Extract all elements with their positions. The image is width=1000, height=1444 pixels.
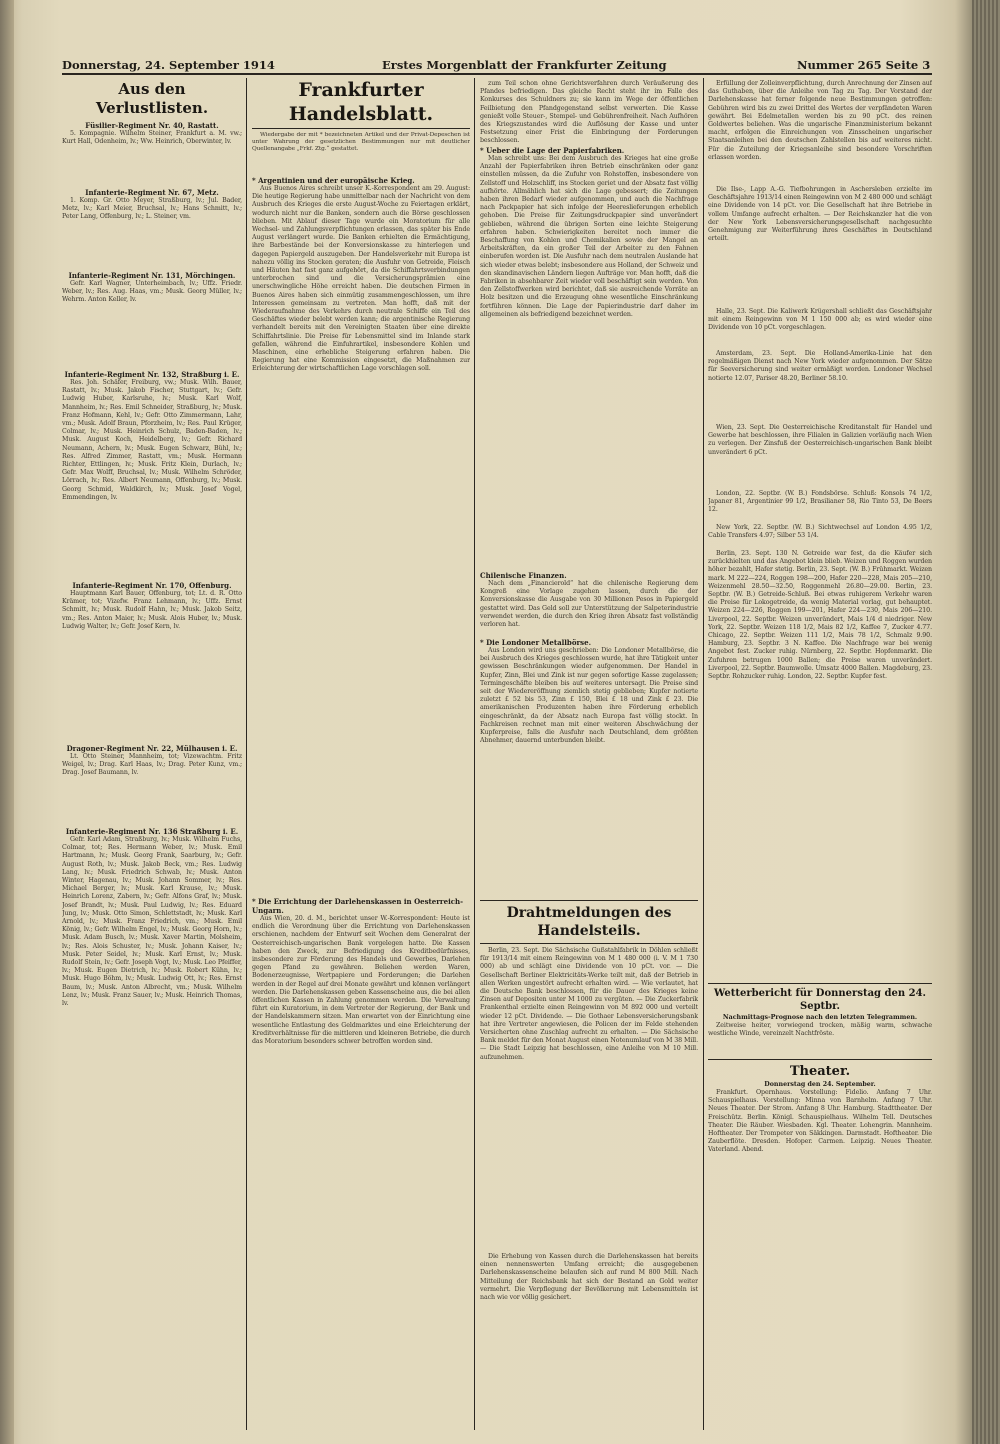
reprint-note: Wiedergabe der mit * bezeichneten Artikel und der Privat-Depeschen ist unter Wahrung der gesetzlichen Bestimmungen nur mit deutlicher Quellenangabe „Frkf. Ztg.“ gestattet.	[252, 132, 470, 153]
box-rule-top	[480, 900, 698, 901]
article-text: Wien, 23. Sept. Die Oesterreichische Kreditanstalt für Handel und Gewerbe hat beschlossen, ihre Filialen in Galizien vorläufig nach Wien zu verlegen. Der Zinsfuß der Oesterreichisch-ungarischen Bank bleibt unverändert 6 pCt.	[708, 424, 932, 456]
page-edge-stack	[972, 0, 1000, 1444]
article-text: Die Erhebung von Kassen durch die Darlehenskassen hat bereits einen nennenswerten Umfang erreicht; die ausgegebenen Darlehenskassenscheine belaufen sich auf rund M 800 Mill. Nach Mitteilung der Reichsbank hat sich der Bestand an Gold weiter vermehrt. Die Verpflegung der Bevölkerung mit Lebensmitteln ist nach wie vor völlig gesichert.	[480, 1253, 698, 1302]
article-text: Erfüllung der Zolleinverpflichtung, durch Anrechnung der Zinsen auf das Guthaben, über die Anleihe von Tag zu Tag. Der Vorstand der Darlehenskasse hat ferner folgende neue Bestimmungen getroffen: Gebühren wird bis zu zwei Drittel des Wertes der verpfändeten Waren gewährt. Bei Edelmetallen werden bis zu 90 pCt. des reinen Goldwertes beliehen. Was die ungarische Finanzministerium bekannt macht, erfolgen die Einreichungen von Zinsscheinen ungarischer Staatsanleihen bei den deutschen Zahlstellen bis auf weiteres nicht. Für die Zuteilung der Kriegsanleihe sind besondere Vorschriften erlassen worden.	[708, 80, 932, 161]
article-text: Aus Buenos Aires schreibt unser K.-Korrespondent am 29. August: Die heutige Regierung habe unmittelbar nach der Nachricht von dem Ausbruch des Krieges die erste August-Woche zu Feiertagen erklärt, wodurch nicht nur die Banken, sondern auch die Börse geschlossen blieben. Mit Ablauf dieser Tage wurde ein Moratorium für alle Wechsel- und Zahlungsverpflichtungen erlassen, das später bis Ende August verlängert wurde. Die Banken erhielten die Ermächtigung, ihre Barbestände bei der Konversionskasse zu hinterlegen und dagegen Papiergeld auszugeben. Der Handelsverkehr mit Europa ist nahezu völlig ins Stocken geraten; die Ausfuhr von Getreide, Fleisch und Häuten hat fast ganz aufgehört, da die Schiffahrtsverbindungen unterbrochen sind und die Versicherungsprämien eine unerschwingliche Höhe erreicht haben. Die deutschen Firmen in Buenos Aires haben sich einmütig zusammengeschlossen, um ihre Interessen gemeinsam zu vertreten. Man hofft, daß mit der Wiederaufnahme des Verkehrs durch neutrale Schiffe ein Teil des Geschäftes wieder belebt werden kann; die argentinische Regierung verhandelt bereits mit den Vereinigten Staaten über eine direkte Schiffahrtslinie. Die Preise für Lebensmittel sind im Inlande stark gefallen, während die Einfuhrartikel, insbesondere Kohlen und Maschinen, eine erhebliche Steigerung erfahren haben. Die Regierung hat eine Kommission eingesetzt, die Maßnahmen zur Erleichterung der wirtschaftlichen Lage vorschlagen soll.	[252, 185, 470, 373]
masthead-issue: Nummer 265 Seite 3	[797, 58, 931, 72]
regiment-heading: Infanterie-Regiment Nr. 170, Offenburg.	[72, 581, 232, 590]
article-text: Berlin, 23. Sept. Die Sächsische Gußstahlfabrik in Döhlen schließt für 1913/14 mit einem Reingewinn von M 1 480 000 (i. V. M 1 730 000) ab und schlägt eine Dividende von 10 pCt. vor. — Die Gesellschaft Berliner Elektricitäts-Werke teilt mit, daß der Betrieb in allen Werken ungestört aufrecht erhalten wird. — Wie verlautet, hat die Deutsche Bank beschlossen, für die Dauer des Krieges keine Zinsen auf Depositen unter M 1000 zu vergüten. — Die Zuckerfabrik Frankenthal erzielte einen Reingewinn von M 892 000 und verteilt wieder 12 pCt. Dividende. — Die Gothaer Lebensversicherungsbank hat ihre Vertreter angewiesen, die Policen der im Felde stehenden Versicherten ohne Zuschlag aufrecht zu erhalten. — Die Sächsische Bank meldet für den Monat August einen Notenumlauf von M 38 Mill. — Die Stadt Leipzig hat beschlossen, eine Anleihe von M 10 Mill. aufzunehmen.	[480, 947, 698, 1061]
article-text: Res. Joh. Schäfer, Freiburg, vw.; Musk. Wilh. Bauer, Rastatt, lv.; Musk. Jakob Fischer, Stuttgart, lv.; Gefr. Ludwig Huber, Karlsruhe, lv.; Musk. Karl Wolf, Mannheim, lv.; Res. Emil Schneider, Straßburg, lv.; Musk. Franz Hofmann, Kehl, lv.; Gefr. Otto Zimmermann, Lahr, vm.; Musk. Adolf Braun, Pforzheim, lv.; Res. Paul Krüger, Colmar, lv.; Musk. Heinrich Schulz, Baden-Baden, lv.; Musk. August Koch, Heidelberg, lv.; Gefr. Richard Neumann, Achern, lv.; Musk. Eugen Schwarz, Bühl, lv.; Res. Alfred Zimmer, Rastatt, vm.; Musk. Hermann Richter, Ettlingen, lv.; Musk. Fritz Klein, Durlach, lv.; Gefr. Max Wolff, Bruchsal, lv.; Musk. Wilhelm Schröder, Lörrach, lv.; Res. Albert Neumann, Offenburg, lv.; Musk. Georg Schmid, Waldkirch, lv.; Musk. Josef Vogel, Emmendingen, lv.	[62, 379, 242, 501]
theater-rule	[708, 1059, 932, 1060]
weather-subheading: Nachmittags-Prognose nach den letzten Telegrammen.	[722, 1014, 918, 1021]
theater-heading: Theater.	[789, 1064, 851, 1079]
article-text: Halle, 23. Sept. Die Kaliwerk Krügershall schließt das Geschäftsjahr mit einem Reingewinn von M 1 150 000 ab; es wird wieder eine Dividende von 10 pCt. vorgeschlagen.	[708, 308, 932, 332]
regiment-heading: Infanterie-Regiment Nr. 132, Straßburg i. E.	[64, 370, 240, 379]
weather-rule	[708, 983, 932, 984]
masthead	[62, 58, 960, 72]
market-reports-text: Berlin, 23. Sept. 130 N. Getreide war fest, da die Käufer sich zurückhielten und das Angebot klein blieb. Weizen und Roggen wurden höher bezahlt, Hafer stetig. Berlin, 23. Sept. (W. B.) Frühmarkt. Weizen mark. M 222—224, Roggen 198—200, Hafer 220—228, Mais 205—210, Weizenmehl 28.50—32.50, Roggenmehl 26.80—29.00. Berlin, 23. Septbr. (W. B.) Getreide-Schluß. Bei etwas ruhigerem Verkehr waren die Preise für Lokogetreide, da wenig Material vorlag, gut behauptet. Weizen 224—226, Roggen 199—201, Hafer 224—230, Mais 206—210. Liverpool, 22. Septbr. Weizen unverändert, Mais 1/4 d niedriger. New York, 22. Septbr. Weizen 118 1/2, Mais 82 1/2, Kaffee 7, Zucker 4.77. Chicago, 22. Septbr. Weizen 111 1/2, Mais 78 1/2, Schmalz 9.90. Hamburg, 23. Septbr. 3 N. Kaffee. Die Nachfrage war bei wenig Angebot fest. Zucker ruhig. Nürnberg, 22. Septbr. Hopfenmarkt. Die Zufuhren betrugen 1000 Ballen; die Preise waren unverändert. Liverpool, 22. Septbr. Baumwolle. Umsatz 4000 Ballen. Magdeburg, 23. Septbr. Rohzucker ruhig. London, 22. Septbr. Kupfer fest.	[708, 550, 932, 681]
header-rule	[62, 73, 932, 75]
regiment-heading: Füsilier-Regiment Nr. 40, Rastatt.	[85, 121, 219, 130]
article-text: Gefr. Karl Wagner, Unterheimbach, lv.; Uffz. Friedr. Weber, lv.; Res. Aug. Haas, vm.; Musk. Georg Müller, lv.; Wehrm. Anton Keller, lv.	[62, 280, 242, 304]
article-text: 5. Kompagnie. Wilhelm Steiner, Frankfurt a. M. vw.; Kurt Hall, Odenheim, lv.; Ww. Heinrich, Oberwinter, lv.	[62, 130, 242, 146]
article-text: Hauptmann Karl Bauer, Offenburg, tot; Lt. d. R. Otto Krämer, tot; Vizefw. Franz Lehmann, lv.; Uffz. Ernst Schmitt, lv.; Musk. Rudolf Hahn, lv.; Musk. Jakob Seitz, vm.; Res. Anton Maier, lv.; Musk. Alois Huber, lv.; Musk. Ludwig Walter, lv.; Gefr. Josef Kern, lv.	[62, 590, 242, 630]
article-text: Aus Wien, 20. d. M., berichtet unser W.-Korrespondent: Heute ist endlich die Verordnung über die Errichtung von Darlehenskassen erschienen, nachdem der Entwurf seit Wochen dem Generalrat der Oesterreichisch-ungarischen Bank vorgelegen hatte. Die Kassen haben den Zweck, zur Befriedigung des Kreditbedürfnisses, insbesondere zur Förderung des Handels und Gewerbes, Darlehen gegen Pfand zu gewähren. Beliehen werden Waren, Bodenerzeugnisse, Wertpapiere und Forderungen; die Darlehen werden in der Regel auf drei Monate gewährt und können verlängert werden. Die Darlehenskassen geben Kassenscheine aus, die bei allen öffentlichen Kassen in Zahlung genommen werden. Die Verwaltung führt ein Kuratorium, in dem Vertreter der Regierung, der Bank und der Handelskammern sitzen. Man erwartet von der Einrichtung eine wesentliche Entlastung des Geldmarktes und eine Erleichterung der Kreditverhältnisse für die mittleren und kleineren Betriebe, die durch das Moratorium besonders schwer betroffen worden sind.	[252, 915, 470, 1046]
article-heading: * Die Errichtung der Darlehenskassen in Oesterreich-Ungarn.	[252, 897, 463, 915]
masthead-date: Donnerstag, 24. September 1914	[62, 58, 275, 72]
column-2-handelsblatt	[252, 78, 470, 1405]
column-3-articles	[480, 80, 698, 1383]
wire-reports-heading: Drahtmeldungen des Handelsteils.	[506, 905, 672, 939]
column-divider-3	[703, 78, 704, 1430]
regiment-heading: Dragoner-Regiment Nr. 22, Mülhausen i. E.	[66, 744, 238, 753]
column-1-loss-lists	[62, 80, 242, 1416]
article-text: London, 22. Septbr. (W. B.) Fondsbörse. Schluß: Konsols 74 1/2, Japaner 81, Argentinier 99 1/2, Brasilianer 58, Rio Tinto 53, De Beers 12.	[708, 490, 932, 514]
article-text: 1. Komp. Gr. Otto Meyer, Straßburg, lv.; Jul. Bader, Metz, lv.; Karl Meier, Bruchsal, lv.; Hans Schmitt, lv.; Peter Lang, Offenburg, lv.; L. Steiner, vm.	[62, 197, 242, 221]
article-heading: * Ueber die Lage der Papierfabriken.	[480, 146, 625, 155]
binding-spine	[0, 0, 14, 1444]
article-text: Nach dem „Financierold“ hat die chilenische Regierung dem Kongreß eine Vorlage zugehen lassen, durch die der Konversionskasse die Ausgabe von 30 Millionen Pesos in Papiergeld gestattet wird. Das Geld soll zur Unterstützung der Salpeterindustrie verwendet werden, die durch den Krieg ihren Absatz fast vollständig verloren hat.	[480, 580, 698, 629]
box-rule-bottom	[480, 943, 698, 944]
article-text: Lt. Otto Steiner, Mannheim, tot; Vizewachtm. Fritz Weigel, lv.; Drag. Karl Haas, lv.; Drag. Peter Kunz, vm.; Drag. Josef Baumann, lv.	[62, 753, 242, 777]
masthead-edition: Erstes Morgenblatt der Frankfurter Zeitung	[382, 58, 667, 72]
column-divider-2	[474, 78, 475, 1430]
article-heading: * Argentinien und der europäische Krieg.	[252, 176, 415, 185]
title-rule	[252, 128, 470, 129]
article-heading: * Die Londoner Metallbörse.	[480, 638, 592, 647]
weather-text: Zeitweise heiter, vorwiegend trocken, mäßig warm, schwache westliche Winde, vereinzelt Nachtfröste.	[708, 1022, 932, 1038]
regiment-heading: Infanterie-Regiment Nr. 136 Straßburg i. E.	[65, 827, 239, 836]
weather-heading: Wetterbericht für Donnerstag den 24. Septbr.	[713, 988, 927, 1012]
theater-date: Donnerstag den 24. September.	[764, 1081, 876, 1088]
theater-listings: Frankfurt. Opernhaus. Vorstellung: Fidelio. Anfang 7 Uhr. Schauspielhaus. Vorstellung: Minna von Barnhelm. Anfang 7 Uhr. Neues Theater. Der Strom. Anfang 8 Uhr. Hamburg. Stadttheater. Der Freischütz. Berlin. Königl. Schauspielhaus. Wilhelm Tell. Deutsches Theater. Die Räuber. Wiesbaden. Kgl. Theater. Lohengrin. Mannheim. Hoftheater. Der Trompeter von Säkkingen. Darmstadt. Hoftheater. Die Zauberflöte. Dresden. Hofoper. Carmen. Leipzig. Neues Theater. Vaterland. Abend.	[708, 1089, 932, 1154]
regiment-heading: Infanterie-Regiment Nr. 131, Mörchingen.	[68, 271, 236, 280]
regiment-heading: Infanterie-Regiment Nr. 67, Metz.	[85, 188, 219, 197]
article-text: Man schreibt uns: Bei dem Ausbruch des Krieges hat eine große Anzahl der Papierfabriken ihren Betrieb einschränken oder ganz einstellen müssen, da die Zufuhr von Rohstoffen, insbesondere von Zellstoff und Holzschliff, ins Stocken geriet und der Absatz fast völlig aufhörte. Allmählich hat sich die Lage gebessert; die Zeitungen haben ihren Bedarf wieder aufgenommen, und auch die Nachfrage nach Packpapier hat sich infolge der Heereslieferungen erheblich gehoben. Die Preise für Zeitungsdruckpapier sind unverändert geblieben, während die übrigen Sorten eine leichte Steigerung erfahren haben. Schwierigkeiten bereitet noch immer die Beschaffung von Kohlen und Chemikalien sowie der Mangel an Arbeitskräften, da ein großer Teil der Arbeiter zu den Fahnen einberufen worden ist. Die Ausfuhr nach dem neutralen Auslande hat sich wieder etwas belebt; insbesondere aus Holland, der Schweiz und den skandinavischen Ländern liegen Aufträge vor. Man hofft, daß die Fabriken in absehbarer Zeit wieder voll beschäftigt sein werden. Von den Zellstoffwerken wird berichtet, daß sie ausreichende Vorräte an Holz besitzen und die Erzeugung ohne wesentliche Einschränkung fortführen können. Die Lage der Papierindustrie darf daher im allgemeinen als befriedigend bezeichnet werden.	[480, 155, 698, 318]
article-text: Amsterdam, 23. Sept. Die Holland-Amerika-Linie hat den regelmäßigen Dienst nach New York wieder aufgenommen. Der Sätze für Seeversicherung sind weiter ermäßigt worden. Londoner Wechsel notierte 12.07, Pariser 48.20, Berliner 58.10.	[708, 350, 932, 382]
column-4-market-reports	[708, 80, 932, 1237]
article-text: Gefr. Karl Adam, Straßburg, lv.; Musk. Wilhelm Fuchs, Colmar, tot; Res. Hermann Weber, lv.; Musk. Emil Hartmann, lv.; Musk. Georg Frank, Saarburg, lv.; Gefr. August Roth, lv.; Musk. Jakob Beck, vm.; Res. Ludwig Lang, lv.; Musk. Friedrich Schwab, lv.; Musk. Anton Winter, Hagenau, lv.; Musk. Johann Sommer, lv.; Res. Michael Berger, lv.; Musk. Karl Krause, lv.; Musk. Heinrich Lorenz, Zabern, lv.; Gefr. Alfons Graf, lv.; Musk. Josef Brandt, lv.; Musk. Paul Ludwig, lv.; Res. Eduard Jung, lv.; Musk. Otto Simon, Schlettstadt, lv.; Musk. Karl Arnold, lv.; Musk. Franz Friedrich, vm.; Musk. Emil König, lv.; Gefr. Wilhelm Engel, lv.; Musk. Georg Horn, lv.; Musk. Adam Busch, lv.; Musk. Xaver Martin, Molsheim, lv.; Res. Alois Schuster, lv.; Musk. Johann Kaiser, lv.; Musk. Peter Seidel, lv.; Musk. Karl Ernst, lv.; Musk. Rudolf Stein, lv.; Gefr. Joseph Vogt, lv.; Musk. Leo Pfeiffer, lv.; Musk. Eugen Dietrich, lv.; Musk. Robert Kühn, lv.; Musk. Hugo Böhm, lv.; Musk. Ludwig Ott, lv.; Res. Ernst Baum, lv.; Musk. Anton Albrecht, vm.; Musk. Wilhelm Lenz, lv.; Musk. Franz Sauer, lv.; Musk. Heinrich Thomas, lv.	[62, 836, 242, 1008]
article-text: New York, 22. Septbr. (W. B.) Sichtwechsel auf London 4.95 1/2, Cable Transfers 4.97; Silber 53 1/4.	[708, 524, 932, 540]
section-title: Frankfurter Handelsblatt.	[288, 79, 434, 125]
article-text: Die Ilse-, Lapp A.-G. Tiefbohrungen in Aschersleben erzielte im Geschäftsjahre 1913/14 einen Reingewinn von M 2 480 000 und schlägt eine Dividende von 14 pCt. vor. Die Gesellschaft hat ihre Betriebe in vollem Umfange aufrecht erhalten. — Der Reichskanzler hat die von der New York Lebensversicherungsgesellschaft nachgesuchte Genehmigung zur Weiterführung ihres Geschäftes in Deutschland erteilt.	[708, 186, 932, 243]
loss-list-heading: Aus den Verlustlisten.	[95, 80, 209, 117]
article-heading: Chilenische Finanzen.	[480, 571, 567, 580]
article-text: zum Teil schon ohne Gerichtsverfahren durch Veräußerung des Pfandes befriedigen. Das gleiche Recht steht ihr im Falle des Konkurses des Schuldners zu; sie kann im Wege der öffentlichen Feilbietung den Pfandgegenstand selbst verwerten. Die Kasse genießt volle Steuer-, Stempel- und Gebührenfreiheit. Nach Aufhören des Kriegszustandes wird die Auflösung der Kasse und unter Festsetzung einer Frist die Einbringung der Forderungen beschlossen.	[480, 80, 698, 145]
article-text: Aus London wird uns geschrieben: Die Londoner Metallbörse, die bei Ausbruch des Krieges geschlossen wurde, hat ihre Tätigkeit unter gewissen Beschränkungen wieder aufgenommen. Der Handel in Kupfer, Zinn, Blei und Zink ist nur gegen sofortige Kasse zugelassen; Termingeschäfte bleiben bis auf weiteres untersagt. Die Preise sind seit der Wiedereröffnung ziemlich stetig geblieben; Kupfer notierte zuletzt £ 52 bis 53, Zinn £ 150, Blei £ 18 und Zink £ 23. Die amerikanischen Produzenten haben ihre Förderung erheblich eingeschränkt, da der Absatz nach Europa fast völlig stockt. In Fachkreisen rechnet man mit einer weiteren Abschwächung der Kupferpreise, falls die Ausfuhr nach Deutschland, dem größten Abnehmer, dauernd unterbunden bleibt.	[480, 647, 698, 745]
column-divider-1	[246, 78, 247, 1430]
